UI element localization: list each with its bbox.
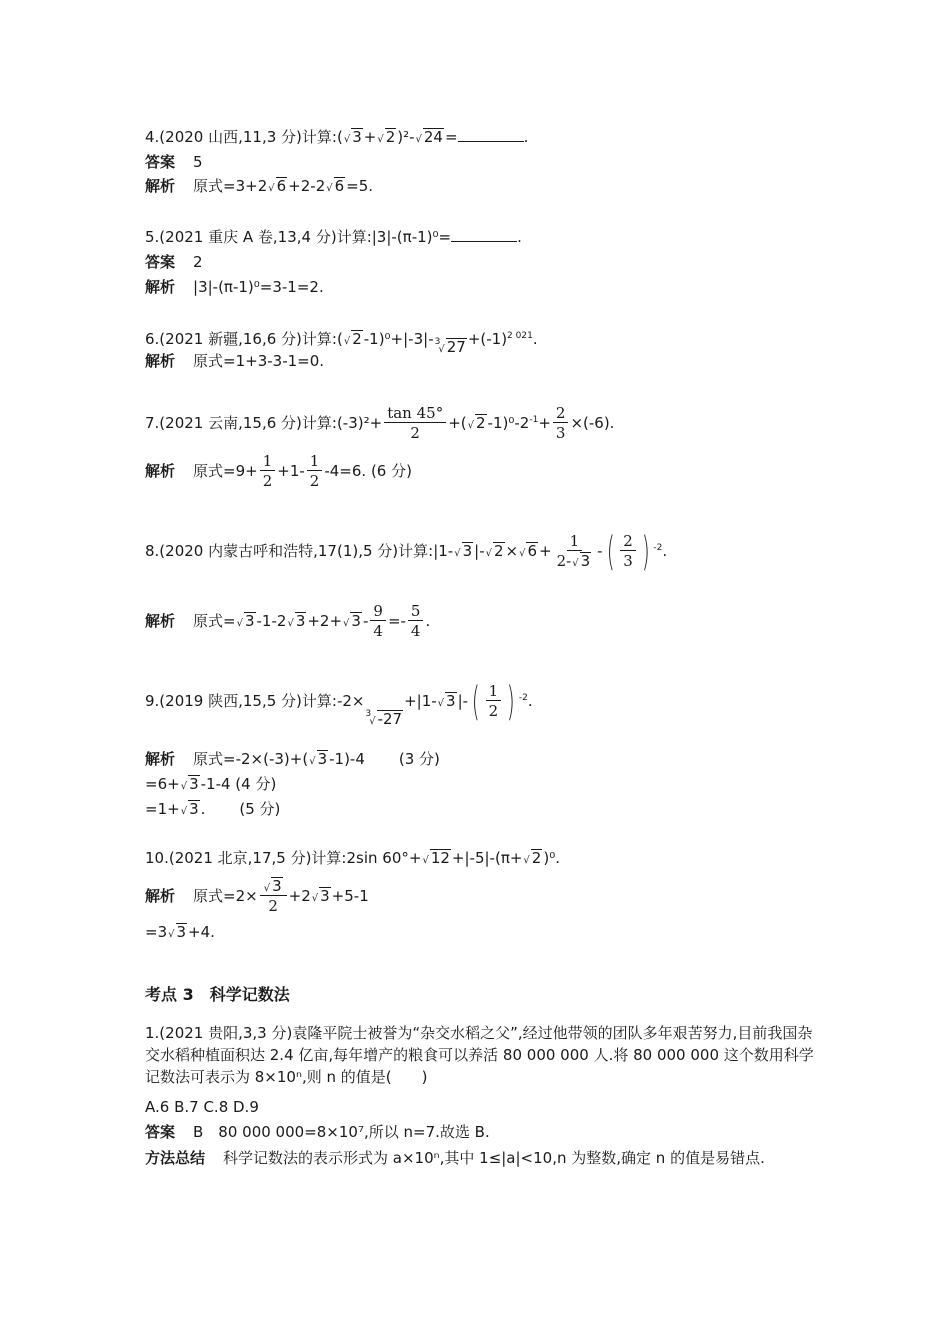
paren-fraction: ( $\frac{1}{2}$ ) [471,678,515,725]
radicand: 3 [352,128,362,146]
sqrt-6-term: √ 6 [519,542,538,560]
answer-label: 答案 [145,253,176,271]
cbrt-neg27-term: 3 √ -27 [365,709,403,728]
sqrt-3-term: √ 3 [168,923,187,941]
radicand: 6 [334,177,345,195]
radicand: -27 [377,710,403,728]
sqrt-6-term: √ 6 [326,177,345,195]
radicand: 3 [317,750,328,768]
sqrt-6-term: √ 6 [268,177,287,195]
q10-prefix: 10.(2021 北京,17,5 分)计算:2sin 60°+ [145,849,422,867]
sol-part: +1- [277,462,305,480]
radicand: 3 [351,612,361,630]
radicand: 12 [430,849,450,867]
q9-part: |- [457,692,469,710]
score: (5 分) [239,800,281,818]
numerator: tan 45° [384,404,446,423]
radicand: 3 [176,923,187,941]
sol-part: +2 [288,887,311,905]
exponent: -1 [529,415,539,425]
analysis-label: 解析 [145,612,176,630]
radicand: 3 [462,542,473,560]
plus: + [363,128,377,146]
q4-prefix: 4.(2020 山西,11,3 分)计算:( [145,128,343,146]
q7-part: -1)⁰-2 [487,414,530,432]
sol-part: -1-2 [256,612,287,630]
section-title: 考点 3 科学记数法 [145,985,290,1004]
sol-part: 原式=3+2 [193,177,268,195]
q9-stem [145,676,533,727]
sol-part: +4. [188,923,215,941]
sqrt-3-term: √ 3 [309,750,328,768]
denominator [554,551,596,571]
denominator: 4 [410,622,421,640]
denominator: 2 [268,897,278,915]
period: . [200,800,206,818]
fraction [260,877,287,916]
q5-stem [145,227,522,247]
exponent: 2 021 [507,331,533,341]
sol-text: 原式=1+3-3-1=0. [193,352,325,370]
numerator: 1 [260,452,276,471]
fraction [260,452,276,491]
answer-text: B 80 000 000=8×10⁷,所以 n=7.故选 B. [193,1123,490,1141]
denominator: 3 [555,424,566,442]
radicand: 27 [446,338,466,356]
sol-part: - [362,612,369,630]
q4-answer [145,152,203,172]
q7-solution [145,451,412,491]
answer-blank [458,127,524,142]
analysis-label: 解析 [145,462,176,480]
sqrt-3-term: √ 3 [287,612,306,630]
s1-stem: 1.(2021 贵阳,3,3 分)袁隆平院士被誉为“杂交水稻之父”,经过他带领的团队多年艰苦努力,目前我国杂交水稻种植面积达 2.4 亿亩,每年增产的粮食可以养活 80 000 000 人.将 80 000 000 这个数用科学记数法可表示为 8×10ⁿ,则 n 的值是( ) [145,1024,814,1086]
sqrt-3-term: √ 3 [437,692,456,710]
plus: + [538,414,551,432]
sqrt-3-term: √ 3 [263,877,282,895]
fraction [620,532,636,571]
sol-part: -4=6. [324,462,367,480]
sol-part: =1+ [145,800,180,818]
fraction-tan [384,404,446,443]
sqrt-3-term: √ 3 [454,542,473,560]
q6-mid: -1)⁰+|-3|- [363,330,434,348]
numerator: 2 [553,404,569,423]
radicand: 6 [276,177,287,195]
q4-solution [145,176,373,196]
q7-part: +( [448,414,467,432]
q6-solution [145,351,324,371]
q9-part: +|1- [404,692,437,710]
radicand: 2 [493,542,504,560]
answer-label: 答案 [145,153,176,171]
radicand: 3 [244,612,255,630]
denominator: 2 [410,424,420,442]
answer-value: 2 [193,253,203,271]
numerator: 2 [620,532,636,551]
analysis-label: 解析 [145,887,176,905]
sol-part: =6+ [145,775,180,793]
method-text: 科学记数法的表示形式为 a×10ⁿ,其中 1≤|a|<10,n 为整数,确定 n 的值是易错点. [223,1149,765,1167]
radicand: 2 [352,330,362,348]
denominator: 2 [309,472,320,490]
sol-part: -1-4 (4 分) [200,775,277,793]
s1-method [145,1147,820,1169]
radicand: 2 [531,849,542,867]
q9-solution-2 [145,774,276,794]
fraction-complex [554,532,596,571]
q9-solution-1 [145,749,440,769]
q7-prefix: 7.(2021 云南,15,6 分)计算:(-3)²+ [145,414,383,432]
q10-solution-2 [145,922,215,942]
sol-part: -1)-4 [329,750,365,768]
numerator: 1 [307,452,323,471]
q10-end: )⁰. [543,849,560,867]
minus: - [597,542,603,560]
radicand: 3 [446,692,456,710]
s1-options: A.6 B.7 C.8 D.9 [145,1098,259,1116]
denominator: 2 [262,472,273,490]
sol-part: +5-1 [331,887,369,905]
period: . [662,542,668,560]
sol-part: +2+ [307,612,343,630]
radicand: 3 [320,887,330,905]
q4-stem [145,127,528,147]
sqrt-3-term: √ 3 [343,128,362,146]
q6-prefix: 6.(2021 新疆,16,6 分)计算:( [145,330,343,348]
period: . [532,330,538,348]
q6-tail: +(-1) [467,330,508,348]
sqrt-3-term: √ 3 [236,612,255,630]
score: (3 分) [398,750,440,768]
q5-text: 5.(2021 重庆 A 卷,13,4 分)计算:|3|-(π-1)⁰= [145,228,452,246]
radicand: 3 [272,877,282,895]
sqrt-3-term: √ 3 [180,775,199,793]
q8-stem [145,526,667,574]
numerator: 5 [408,602,424,621]
sol-part: 原式=9+ [193,462,258,480]
sqrt-2-term: √ 2 [485,542,504,560]
denominator: 4 [373,622,383,640]
sqrt-3-term: √ 3 [572,552,591,570]
denominator-part: 2- [556,552,572,570]
s1-answer [145,1122,490,1142]
cbrt-27-term: 3 √ 27 [434,337,466,356]
sqrt-3-term: √ 3 [311,887,330,905]
q8-solution [145,601,430,641]
sol-part: 原式=2× [193,887,258,905]
sol-part: =3 [145,923,168,941]
q8-prefix: 8.(2020 内蒙古呼和浩特,17(1),5 分)计算:|1- [145,542,454,560]
radicand: 2 [476,414,486,432]
sol-text: |3|-(π-1)⁰=3-1=2. [193,278,324,296]
radicand: 24 [423,128,443,146]
radicand: 6 [527,542,538,560]
root-index: 3 [365,709,372,719]
radicand: 2 [385,128,396,146]
answer-blank [451,227,517,242]
q5-solution [145,277,324,297]
analysis-label: 解析 [145,750,176,768]
denominator: 2 [488,702,499,720]
square: )²- [397,128,415,146]
exponent: -2 [653,543,663,553]
answer-value: 5 [193,153,203,171]
q7-tail: ×(-6). [570,414,615,432]
period: . [425,612,431,630]
answer-label: 答案 [145,1123,176,1141]
q10-stem [145,848,560,868]
exponent: -2 [518,693,528,703]
sqrt-24-term: √ 24 [415,128,443,146]
analysis-label: 解析 [145,352,176,370]
numerator: 1 [567,532,583,551]
sqrt-2-term: √ 2 [523,849,542,867]
sqrt-2-term: √ 2 [343,330,362,348]
denominator: 3 [623,552,633,570]
fraction [408,602,424,641]
period: . [527,692,533,710]
sqrt-2-term: √ 2 [467,414,486,432]
sol-part: =5. [346,177,374,195]
sqrt-2-term: √ 2 [377,128,396,146]
sol-part: 原式=-2×(-3)+( [193,750,309,768]
method-label: 方法总结 [145,1149,206,1167]
period: . [517,228,522,246]
fraction [370,602,386,641]
q10-solution-1 [145,874,369,918]
radicand: 3 [189,775,199,793]
q9-solution-3 [145,799,280,819]
sol-part: +2-2 [288,177,326,195]
radicand: 3 [189,800,199,818]
numerator: 1 [486,682,502,701]
times: × [505,542,519,560]
q10-mid: +|-5|-(π+ [451,849,523,867]
sol-part: =- [387,612,406,630]
analysis-label: 解析 [145,278,176,296]
analysis-label: 解析 [145,177,176,195]
radicand: 3 [580,552,591,570]
sqrt-12-term: √ 12 [422,849,450,867]
q5-answer [145,252,203,272]
radicand: 3 [295,612,306,630]
q9-prefix: 9.(2019 陕西,15,5 分)计算:-2× [145,692,365,710]
sol-part: 原式= [193,612,236,630]
paren-fraction: ( $\frac{2}{3}$ ) [606,528,650,575]
equals: = [444,128,458,146]
fraction [486,682,502,721]
numerator: 9 [370,602,386,621]
sqrt-3-term: √ 3 [180,800,199,818]
fraction [553,404,569,443]
numerator [260,877,287,896]
fraction [307,452,323,491]
sqrt-3-term: √ 3 [343,612,361,630]
plus: + [539,542,552,560]
period: . [523,128,529,146]
score: (6 分) [370,462,412,480]
q7-stem [145,400,614,443]
q8-part: |- [474,542,485,560]
